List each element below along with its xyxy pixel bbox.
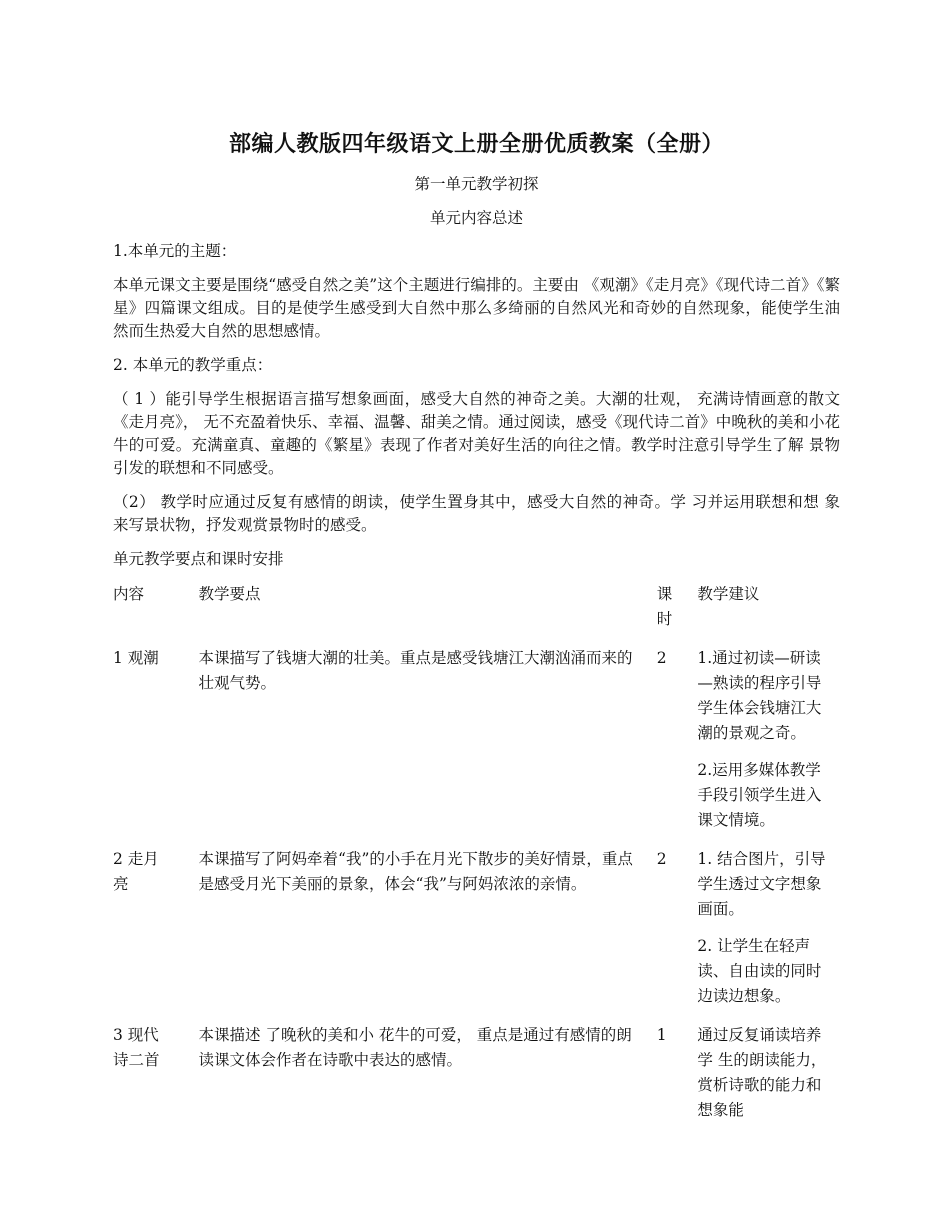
theme-label: 1.本单元的主题： [113, 242, 237, 260]
document-title: 部编人教版四年级语文上册全册优质教案（全册） [228, 131, 724, 157]
row-content: 1 观潮 [113, 649, 159, 667]
header-points [199, 582, 657, 646]
suggestion-item: 2. 让学生在轻声读、自由读的同时边读边想象。 [697, 937, 822, 1005]
row-content-text: 2 走月亮 [113, 850, 159, 893]
row-content-text: 3 现代诗二首 [113, 1026, 160, 1069]
suggestion-item: 通过反复诵读培养学 生的朗读能力，赏析诗歌的能力和想象能 [697, 1026, 827, 1119]
table-row [113, 646, 840, 847]
suggestion-item: 1.通过初读—研读—熟读的程序引导学生体会钱塘江大潮的景观之奇。 [697, 649, 822, 742]
row-points-text: 本课描述 了晚秋的美和小 花牛的可爱， 重点是通过有感情的朗读课文体会作者在诗歌中表达的感情。 [198, 1026, 632, 1069]
header-hours-text: 课时 [656, 585, 673, 628]
header-points-text: 教学要点 [198, 585, 261, 603]
row-hours: 1 [656, 1026, 667, 1044]
header-content: 内容 [113, 585, 145, 603]
table-header-row [113, 582, 840, 646]
table-row [113, 847, 840, 1023]
focus-point-1: （ 1 ）能引导学生根据语言描写想象画面，感受大自然的神奇之美。大潮的壮观， 充满诗情画意的散文《走月亮》， 无不充盈着快乐、幸福、温馨、甜美之情。通过阅读，感受《现代诗二首》中晚秋的美和小花牛的可爱。充满童真、童趣的《繁星》表现了作者对美好生活的向往之情。教学时注意引导学生了解 景物引发的联想和不同感受。 [113, 390, 840, 477]
row-points-text: 本课描写了钱塘大潮的壮美。重点是感受钱塘江大潮汹涌而来的壮观气势。 [198, 649, 633, 692]
row-points [199, 1023, 657, 1137]
plan-label: 单元教学要点和课时安排 [113, 550, 284, 568]
row-points-text: 本课描写了阿妈牵着“我”的小手在月光下散步的美好情景，重点是感受月光下美丽的景象，体会“我”与阿妈浓浓的亲情。 [198, 850, 633, 893]
focus-point-2: （2） 教学时应通过反复有感情的朗读，使学生置身其中，感受大自然的神奇。学 习并运用联想和想 象 来写景状物，抒发观赏景物时的感受。 [113, 493, 840, 534]
unit-heading: 第一单元教学初探 [414, 175, 539, 193]
table-row [113, 1023, 840, 1137]
theme-paragraph: 本单元课文主要是围绕“感受自然之美”这个主题进行编排的。主要由 《观潮》《走月亮》《现代诗二首》《繁星》四篇课文组成。目的是使学生感受到大自然中那么多绮丽的自然风光和奇妙的自然现象，能使学生油然而生热爱大自然的思想感情。 [113, 276, 840, 340]
row-hours: 2 [656, 649, 667, 667]
row-content [113, 847, 199, 1023]
document-page [113, 126, 840, 1137]
focus-label: 2. 本单元的教学重点： [113, 356, 273, 374]
row-points [199, 847, 657, 1023]
row-content [113, 1023, 199, 1137]
header-hours [657, 582, 698, 646]
row-suggestions [697, 847, 840, 1023]
lesson-plan-table [113, 582, 840, 1137]
row-suggestions [697, 1023, 840, 1137]
row-hours: 2 [656, 850, 667, 868]
section-heading: 单元内容总述 [429, 209, 523, 227]
row-suggestions [697, 646, 840, 847]
suggestion-item: 2.运用多媒体教学手段引领学生进入课文情境。 [697, 761, 822, 829]
suggestion-item: 1. 结合图片，引导学生透过文字想象画面。 [697, 850, 826, 918]
row-points [199, 646, 657, 847]
header-suggestions: 教学建议 [697, 585, 760, 603]
